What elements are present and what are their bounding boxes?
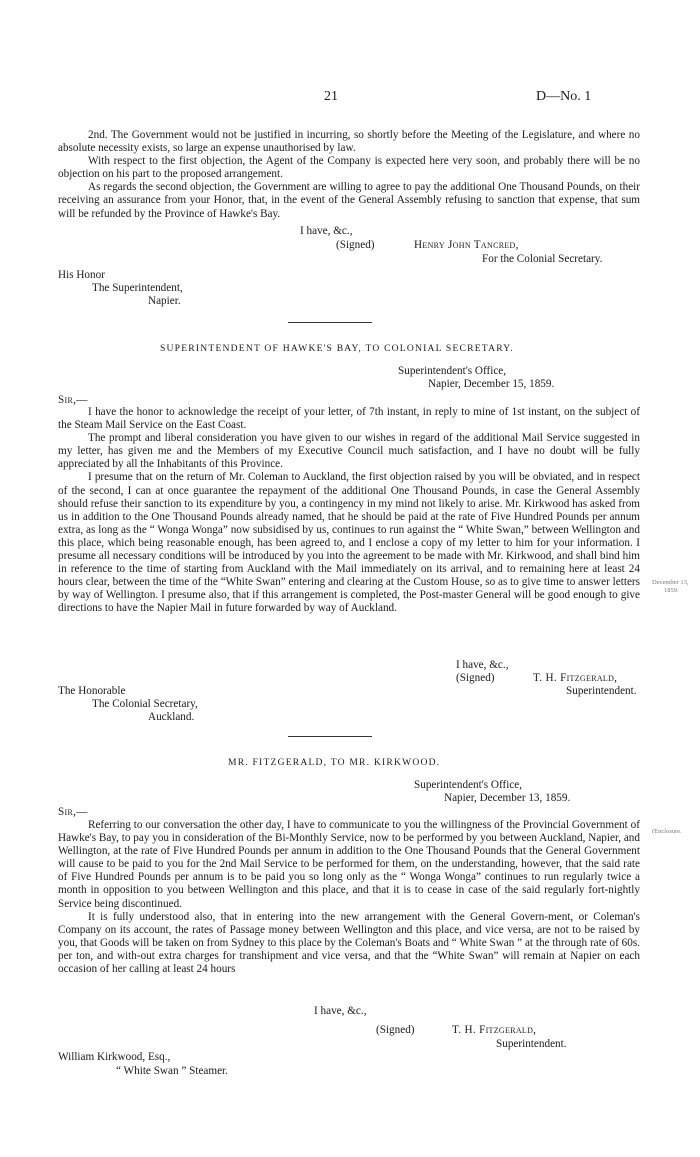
letter2-place-date: Napier, December 15, 1859. xyxy=(428,378,555,390)
letter3-addressee-line: “ White Swan ” Steamer. xyxy=(116,1065,228,1077)
letter2-paragraph: I have the honor to acknowledge the receipt of your letter, of 7th instant, in reply to mine of 1st instant, on the subject of the Steam Mail Service on the East Coast. xyxy=(58,406,640,432)
letter2-body xyxy=(58,406,640,616)
letter3-body xyxy=(58,819,640,976)
letter1-paragraph: With respect to the first objection, the Agent of the Company is expected here very soon, and probably there will be no objection on his part to the proposed arrangement. xyxy=(58,155,640,181)
letter1-addressee-line: Napier. xyxy=(148,295,181,307)
letter1-signed: (Signed) xyxy=(336,239,375,251)
letter3-office: Superintendent's Office, xyxy=(414,779,523,791)
document-reference: D—No. 1 xyxy=(536,89,592,104)
letter2-paragraph: I presume that on the return of Mr. Coleman to Auckland, the first objection raised by you will be obviated, and in respect of the second, I can at once guarantee the repayment of the additional One Thousand Pounds, in case the General Assembly should refuse their sanction to its expenditure by you, a contingency in my mind not likely to arise. Mr. Kirkwood has asked from us in addition to the One Thousand Pounds already named, that he should be paid at the rate of Five Hundred Pounds per annum extra, as long as the “ Wonga Wonga” now subsidised by us, continues to run against the “ White Swan,” between Wellington and this place, which being reasonable enough, has been agreed to, and I enclose a copy of my letter to him for your information. I presume all necessary conditions will be introduced by you into the agreement to be made with Mr. Kirkwood, and shall bind him in reference to the time of starting from Auckland with the Mail immediately on its arrival, and to remaining here at least 24 hours clear, between the time of the “White Swan” entering and clearing at the Custom House, so as to give time to answer letters by way of Wellington. I presume also, that if this arrangement is completed, the Post-master General will be good enough to give directions to have the Napier Mail in future forwarded by way of Auckland. xyxy=(58,471,640,615)
letter2-office: Superintendent's Office, xyxy=(398,365,507,377)
letter1-paragraph: 2nd. The Government would not be justified in incurring, so shortly before the Meeting of the Legislature, and where no absolute necessity exists, so large an expense unauthorised by law. xyxy=(58,129,640,155)
letter3-paragraph: Referring to our conversation the other day, I have to communicate to you the willingness of the Provincial Government of Hawke's Bay, to pay you in consideration of the Bi-Monthly Service, now to be performed by you between Auckland, Napier, and Wellington, at the rate of Five Hundred Pounds per annum in addition to the One Thousand Pounds that the General Government will cause to be paid to you for the 2nd Mail Service to be performed for them, on the understanding, however, that the said rate of Five Hundred Pounds per annum is to be paid you so long only as the “ Wonga Wonga” continues to run regularly twice a month in opposition to you between Wellington and this place, and that it is to cease in case of the said regularly fort-nightly Service being discontinued. xyxy=(58,819,640,910)
letter3-heading: MR. FITZGERALD, TO MR. KIRKWOOD. xyxy=(228,757,441,768)
letter2-addressee-line: Auckland. xyxy=(148,711,195,723)
letter2-signer: T. H. Fitzgerald, xyxy=(533,672,618,684)
letter1-addressee-line: His Honor xyxy=(58,269,105,281)
letter1-addressee-line: The Superintendent, xyxy=(92,282,183,294)
letter3-signer-title: Superintendent. xyxy=(496,1038,567,1050)
letter3-salutation: Sir,— xyxy=(58,806,88,818)
letter1-paragraph: As regards the second objection, the Government are willing to agree to pay the additional One Thousand Pounds, on their receiving an assurance from your Honor, that, in the event of the General Assembly refusing to sanction that expense, that sum will be refunded by the Province of Hawke's Bay. xyxy=(58,181,640,220)
letter1-closing: I have, &c., xyxy=(300,225,353,237)
letter2-signer-title: Superintendent. xyxy=(566,685,637,697)
letter3-place-date: Napier, December 13, 1859. xyxy=(444,792,571,804)
letter3-signer: T. H. Fitzgerald, xyxy=(452,1024,537,1036)
letter2-salutation: Sir,— xyxy=(58,394,88,406)
letter1-signer: Henry John Tancred, xyxy=(414,239,519,251)
letter2-addressee-line: The Honorable xyxy=(58,685,126,697)
letter3-signed: (Signed) xyxy=(376,1024,415,1036)
letter2-closing: I have, &c., xyxy=(456,659,509,671)
section-divider xyxy=(288,322,372,323)
letter2-paragraph: The prompt and liberal consideration you have given to our wishes in regard of the additional Mail Service suggested in my letter, has given me and the Members of my Executive Council much satisfaction, and I have no doubt will be fully appreciated by all the Inhabitants of this Province. xyxy=(58,432,640,471)
letter1-body xyxy=(58,129,640,221)
section-divider xyxy=(288,736,372,737)
letter2-margin-note: December 13, 1859. xyxy=(652,579,689,594)
letter2-heading: SUPERINTENDENT OF HAWKE'S BAY, TO COLONIAL SECRETARY. xyxy=(160,343,514,354)
letter3-addressee-line: William Kirkwood, Esq., xyxy=(58,1051,171,1063)
page-number: 21 xyxy=(324,89,338,104)
letter3-closing: I have, &c., xyxy=(314,1005,367,1017)
letter2-signed: (Signed) xyxy=(456,672,495,684)
letter2-addressee-line: The Colonial Secretary, xyxy=(92,698,198,710)
letter3-margin-note: (Enclosure. xyxy=(652,828,682,835)
letter1-signer-title: For the Colonial Secretary. xyxy=(482,253,603,265)
letter3-paragraph: It is fully understood also, that in entering into the new arrangement with the General Govern-ment, or Coleman's Company on its account, the rates of Passage money between Wellington and this place, and vice versa, are not to be raised by you, that Goods will be taken on from Sydney to this place by the Coleman's Boats and “ White Swan ” at the through rate of 60s. per ton, and with-out extra charges for transhipment and vice versa, and that the “White Swan” will remain at Napier on each occasion of her calling at least 24 hours xyxy=(58,910,640,976)
